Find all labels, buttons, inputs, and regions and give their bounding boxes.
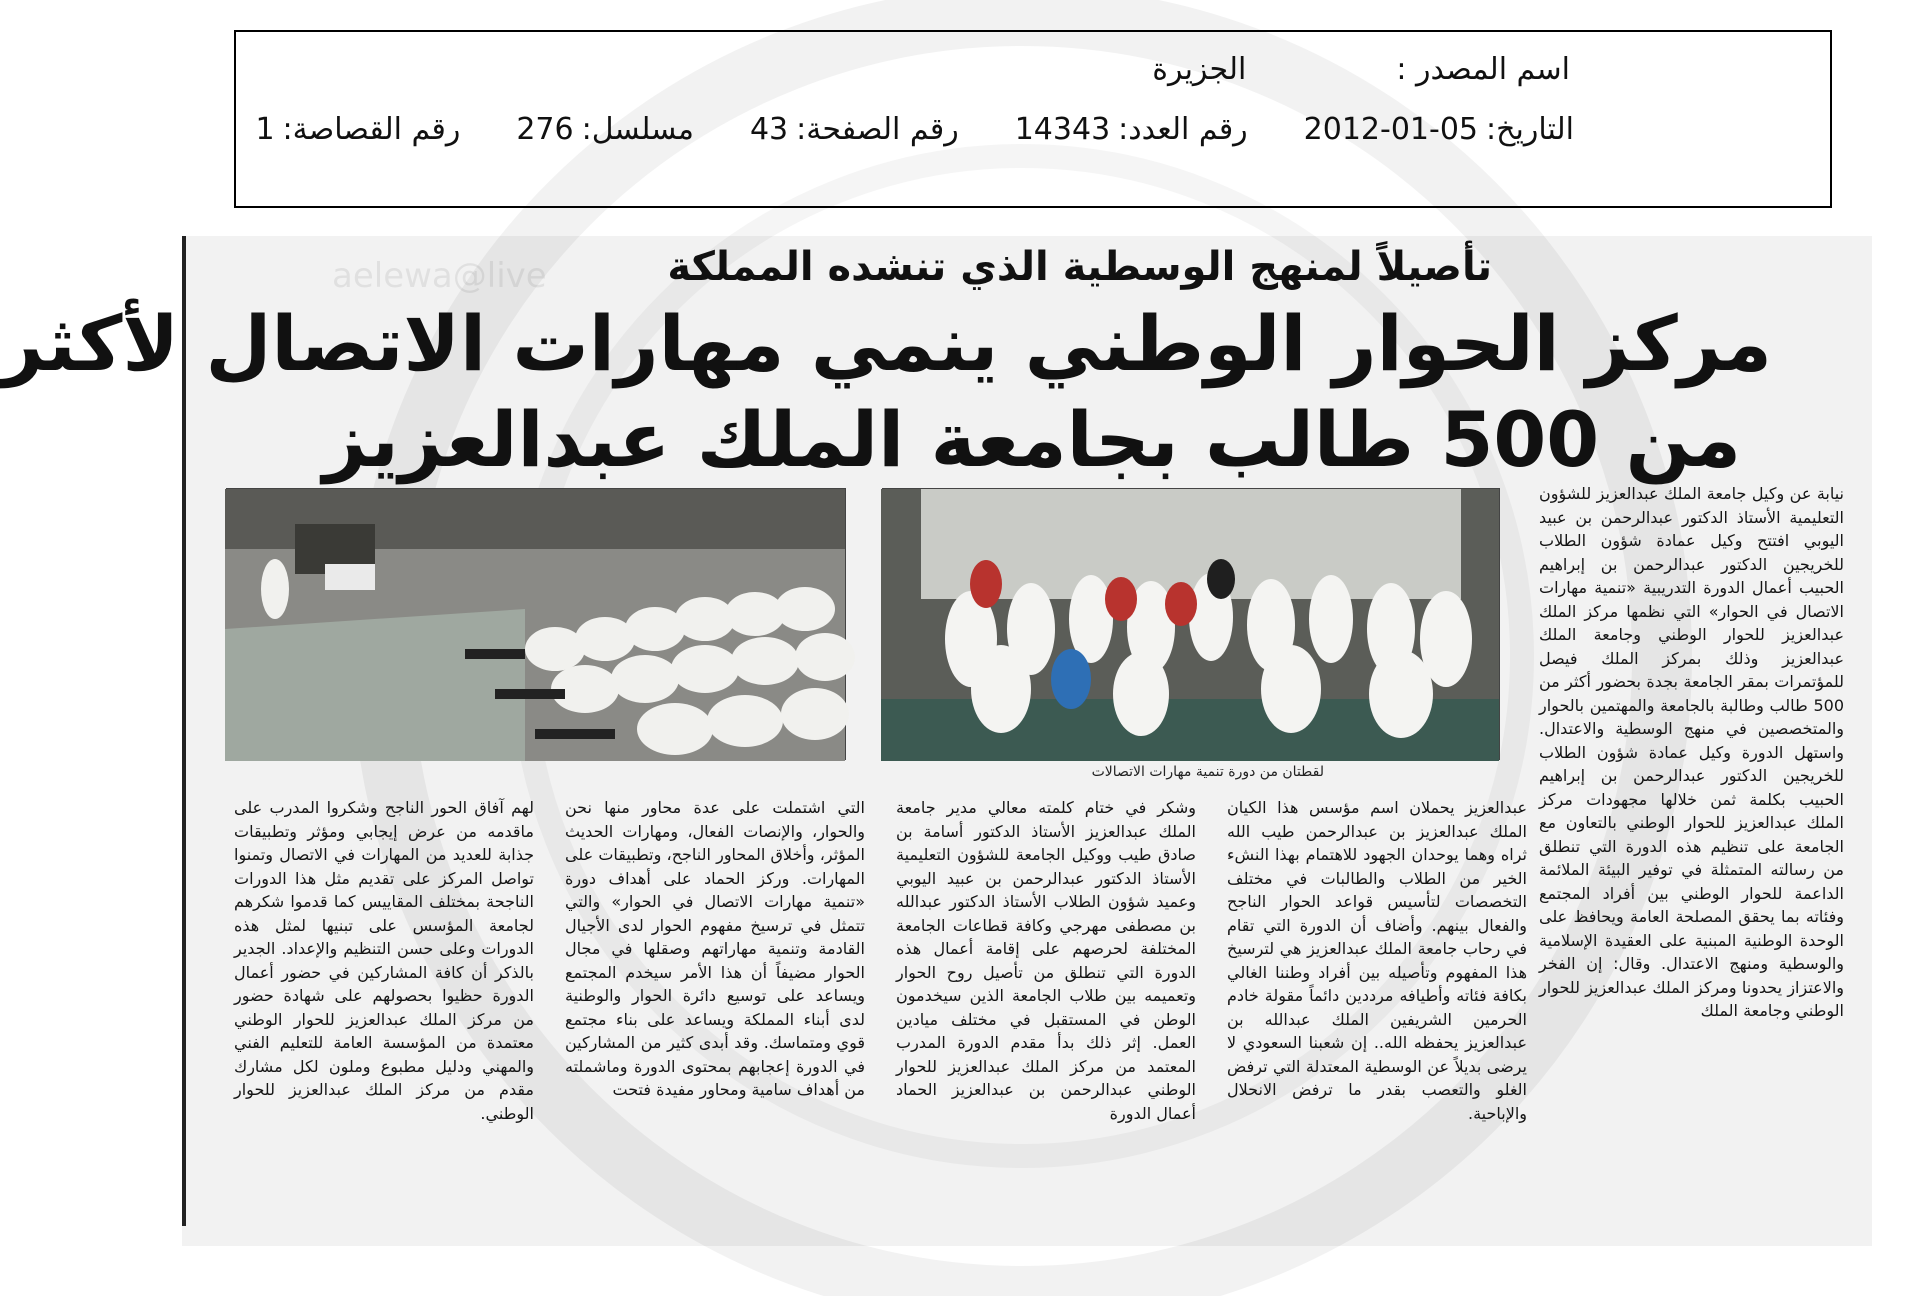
headline-line-2: من 500 طالب بجامعة الملك عبدالعزيز bbox=[322, 395, 1742, 484]
watermark-text: aelewa@live bbox=[332, 256, 547, 296]
newspaper-clipping bbox=[0, 236, 1872, 1246]
article-column-5: لهم آفاق الحور الناجح وشكروا المدرب على ماقدمه من عرض إيجابي ومؤثر وتطبيقات جذابة للعديد من المهارات في الاتصال وتمنوا تواصل المركز على تقديم مثل هذا الدورات الناجحة بمختلف المقاييس كما قدموا شكرهم لجامعة المؤسس على تبنيها لمثل هذه الدورات وعلى حسن التنظيم والإعداد. الجدير بالذكر أن كافة المشاركين في حضور أعمال الدورة حظيوا بحصولهم على شهادة حضور من مركز الملك عبدالعزيز للحوار الوطني معتمدة من المؤسسة العامة للتعليم الفني والمهني ودليل مطبوع وملون لكل مشارك مقدم من مركز الملك عبدالعزيز للحوار الوطني. bbox=[234, 798, 534, 1123]
clip-value: 1 bbox=[255, 112, 275, 147]
auditorium-photo-image bbox=[225, 489, 845, 761]
article-column-2: عبدالعزيز يحملان اسم مؤسس هذا الكيان الملك عبدالعزيز بن عبدالرحمن طيب الله ثراه وهما يوحدان الجهود للاهتمام بهذا النشء الخير من الطلاب والطالبات في مختلف التخصصات لتأسيس قواعد الحوار الناجح والفعال بينهم. وأضاف أن الدورة التي تقام في رحاب جامعة الملك عبدالعزيز هي لترسيخ هذا المفهوم وتأصيله بين أفراد وطننا الغالي بكافة فئاته وأطيافه مرددين دائماً مقولة خادم الحرمين الشريفين الملك عبدالله بن عبدالعزيز يحفظه الله.. إن شعبنا السعودي لا يرضى بديلاً عن الوسطية المعتدلة التي ترفض الغلو والتعصب بقدر ما ترفض الانحلال والإباحية. bbox=[1227, 798, 1527, 1123]
article-column-4: التي اشتملت على عدة محاور منها نحن والحوار، والإنصات الفعال، ومهارات الحديث المؤثر، وأخلاق المحاور الناجح، وتطبيقات على المهارات. وركز الحماد على أهداف دورة «تنمية مهارات الاتصال في الحوار» والتي تتمثل في ترسيخ مفهوم الحوار لدى الأجيال القادمة وتنمية مهاراتهم وصقلها في مجال الحوار مضيفاً أن هذا الأمر سيخدم المجتمع ويساعد على توسيع دائرة الحوار والوطنية لدى أبناء المملكة ويساعد على بناء مجتمع قوي ومتماسك. وقد أبدى كثير من المشاركين في الدورة إعجابهم بمحتوى الدورة وماشملته من أهداف سامية ومحاور مفيدة فتحت bbox=[565, 798, 865, 1099]
auditorium-photo bbox=[226, 488, 846, 760]
page-label: رقم الصفحة: bbox=[796, 112, 959, 147]
issue-label: رقم العدد: bbox=[1118, 112, 1248, 147]
group-photo bbox=[882, 488, 1500, 760]
page-value: 43 bbox=[749, 112, 789, 147]
serial-label: مسلسل: bbox=[581, 112, 694, 147]
headline-line-1: مركز الحوار الوطني ينمي مهارات الاتصال لأكثر bbox=[0, 299, 1772, 388]
article-column-1: نيابة عن وكيل جامعة الملك عبدالعزيز للشؤون التعليمية الأستاذ الدكتور عبدالرحمن بن عبيد اليوبي افتتح وكيل عمادة شؤون الطلاب للخريجين الدكتور عبدالرحمن بن إبراهيم الحبيب أعمال الدورة التدريبية «تنمية مهارات الاتصال في الحوار» التي نظمها مركز الملك عبدالعزيز للحوار الوطني وجامعة الملك عبدالعزيز وذلك بمركز الملك فيصل للمؤتمرات بمقر الجامعة بجدة بحضور أكثر من 500 طالب وطالبة بالجامعة والمهتمين بالحوار والمتخصصين في منهج الوسطية والاعتدال. واستهل الدورة وكيل عمادة شؤون الطلاب للخريجين الدكتور عبدالرحمن بن إبراهيم الحبيب بكلمة ثمن خلالها مجهودات مركز الملك عبدالعزيز للحوار الوطني بالتعاون مع الجامعة على تنظيم هذه الدورة التي تنطلق من رسالته المتمثلة في توفير البيئة الملائمة الداعمة للحوار الوطني بين أفراد المجتمع وفئاته بما يحقق المصلحة العامة ويحافظ على الوحدة الوطنية المبنية على العقيدة الإسلامية والوسطية ومنهج الاعتدال. وقال: إن الفخر والاعتزاز يحدونا ومركز الملك عبدالعزيز للحوار الوطني وجامعة الملك bbox=[1539, 484, 1844, 1020]
article-column-3: وشكر في ختام كلمته معالي مدير جامعة الملك عبدالعزيز الأستاذ الدكتور أسامة بن صادق طيب ووكيل الجامعة للشؤون التعليمية الأستاذ الدكتور عبدالرحمن بن عبيد اليوبي وعميد شؤون الطلاب الأستاذ الدكتور عبدالله بن مصطفى مهرجي وكافة قطاعات الجامعة المختلفة لحرصهم على إقامة أعمال هذه الدورة التي تنطلق من تأصيل روح الحوار وتعميمه بين طلاب الجامعة الذين سيخدمون الوطن في المستقبل في مختلف ميادين العمل. إثر ذلك بدأ مقدم الدورة المدرب المعتمد من مركز الملك عبدالعزيز للحوار الوطني عبدالرحمن بن عبدالعزيز الحماد أعمال الدورة bbox=[896, 798, 1196, 1123]
issue-value: 14343 bbox=[1014, 112, 1111, 147]
group-photo-image bbox=[881, 489, 1499, 761]
clip-label: رقم القصاصة: bbox=[282, 112, 461, 147]
date-value: 2012-01-05 bbox=[1303, 112, 1479, 147]
metadata-box bbox=[234, 30, 1832, 208]
photo-caption: لقطتان من دورة تنمية مهارات الاتصالات bbox=[1091, 764, 1324, 780]
date-label: التاريخ: bbox=[1486, 112, 1574, 147]
source-label: اسم المصدر : bbox=[1396, 52, 1570, 87]
article-kicker: تأصيلاً لمنهج الوسطية الذي تنشده المملكة bbox=[667, 244, 1492, 290]
serial-value: 276 bbox=[516, 112, 574, 147]
source-value: الجزيرة bbox=[1152, 52, 1247, 87]
